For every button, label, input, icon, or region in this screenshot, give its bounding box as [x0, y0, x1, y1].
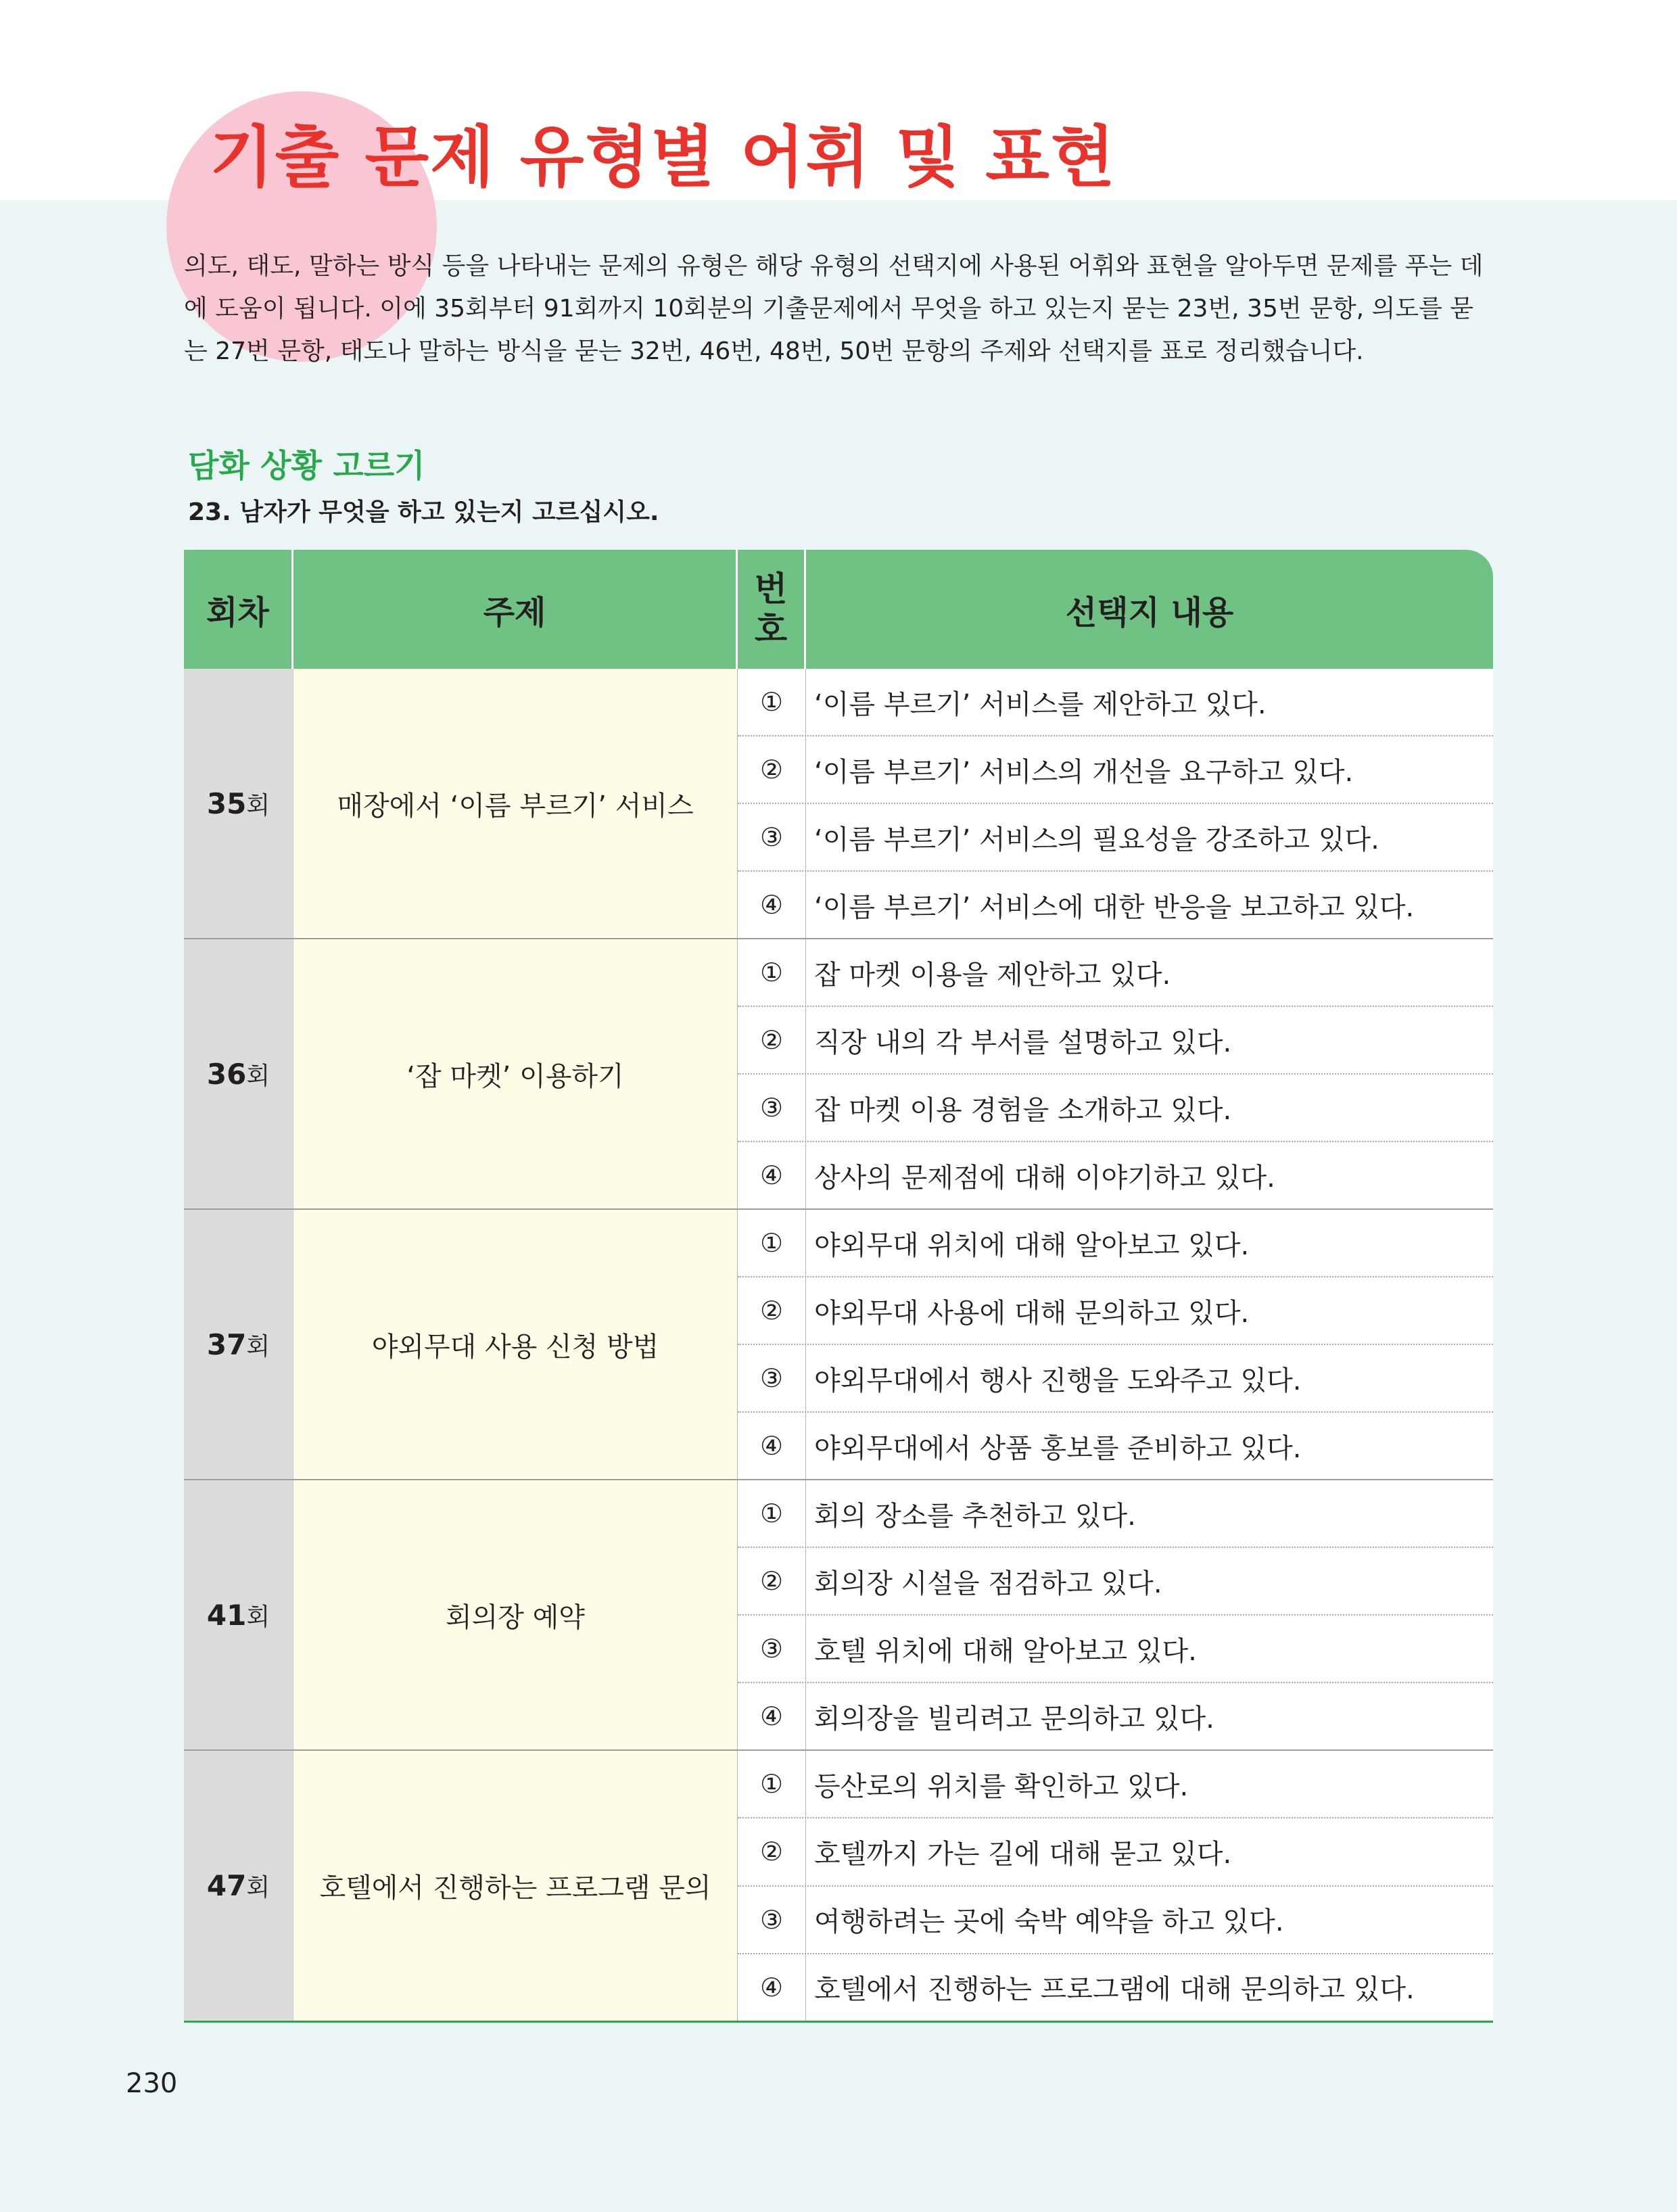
option-text: ‘이름 부르기’ 서비스를 제안하고 있다.	[814, 688, 1267, 720]
table-header-row	[184, 550, 1493, 669]
header-topic: 주제	[293, 550, 738, 669]
option-row	[738, 1548, 1493, 1616]
option-row	[738, 872, 1493, 938]
option-text: 야외무대에서 행사 진행을 도와주고 있다.	[814, 1365, 1302, 1396]
header-options: 선택지 내용	[1065, 593, 1234, 632]
option-text: 야외무대 사용에 대해 문의하고 있다.	[814, 1297, 1250, 1329]
option-text: 잡 마켓 이용을 제안하고 있다.	[814, 959, 1171, 991]
topic-cell: 회의장 예약	[293, 1480, 738, 1749]
option-number: ①	[738, 669, 806, 735]
option-row	[738, 1210, 1493, 1277]
option-text: 상사의 문제점에 대해 이야기하고 있다.	[814, 1162, 1275, 1194]
session-cell	[184, 1480, 293, 1749]
session-cell	[184, 1210, 293, 1479]
option-row	[738, 1818, 1493, 1886]
session-number: 47	[206, 1869, 247, 1902]
session-number: 35	[206, 786, 247, 820]
table-group	[184, 939, 1493, 1210]
option-text: 직장 내의 각 부서를 설명하고 있다.	[814, 1027, 1232, 1058]
session-cell	[184, 669, 293, 938]
option-text: 잡 마켓 이용 경험을 소개하고 있다.	[814, 1094, 1232, 1126]
table-body	[184, 669, 1493, 2023]
table-group	[184, 1210, 1493, 1480]
session-unit: 회	[246, 1603, 270, 1631]
option-text: 회의 장소를 추천하고 있다.	[814, 1500, 1136, 1532]
option-number: ②	[738, 736, 806, 803]
table-group	[184, 1751, 1493, 2023]
option-number: ④	[738, 1954, 806, 2021]
session-unit: 회	[246, 791, 270, 820]
intro-paragraph: 의도, 태도, 말하는 방식 등을 나타내는 문제의 유형은 해당 유형의 선택지에 사용된 어휘와 표현을 알아두면 문제를 푸는 데에 도움이 됩니다. 이에 35회부터 91회까지 10회분의 기출문제에서 무엇을 하고 있는지 묻는 23번, 35번 문항, 의도를 묻는 27번 문항, 태도나 말하는 방식을 묻는 32번, 46번, 48번, 50번 문항의 주제와 선택지를 표로 정리했습니다.	[184, 252, 1484, 365]
option-text: 호텔 위치에 대해 알아보고 있다.	[814, 1635, 1197, 1667]
topic-cell: ‘잡 마켓’ 이용하기	[293, 939, 738, 1208]
option-row	[738, 1345, 1493, 1413]
option-row	[738, 804, 1493, 872]
option-number: ④	[738, 1413, 806, 1479]
options-column	[738, 669, 1493, 938]
option-number: ③	[738, 804, 806, 870]
option-number: ③	[738, 1887, 806, 1953]
option-text: 호텔까지 가는 길에 대해 묻고 있다.	[814, 1838, 1232, 1870]
topic-cell: 호텔에서 진행하는 프로그램 문의	[293, 1751, 738, 2021]
option-row	[738, 1007, 1493, 1075]
vocabulary-table	[184, 550, 1493, 2023]
option-text: ‘이름 부르기’ 서비스의 개선을 요구하고 있다.	[814, 756, 1354, 788]
header-number	[738, 550, 806, 669]
topic-cell: 매장에서 ‘이름 부르기’ 서비스	[293, 669, 738, 938]
option-text: ‘이름 부르기’ 서비스의 필요성을 강조하고 있다.	[814, 824, 1379, 855]
option-number: ④	[738, 1142, 806, 1208]
option-row	[738, 1751, 1493, 1818]
option-row	[738, 1683, 1493, 1749]
topic-cell: 야외무대 사용 신청 방법	[293, 1210, 738, 1479]
option-number: ②	[738, 1007, 806, 1073]
option-number: ③	[738, 1345, 806, 1411]
option-text: 등산로의 위치를 확인하고 있다.	[814, 1770, 1189, 1802]
session-unit: 회	[246, 1874, 270, 1902]
option-number: ④	[738, 1683, 806, 1749]
option-number: ③	[738, 1075, 806, 1141]
option-row	[738, 1480, 1493, 1548]
section-title: 담화 상황 고르기	[188, 448, 425, 485]
option-row	[738, 1616, 1493, 1683]
table-group	[184, 669, 1493, 939]
option-text: 여행하려는 곳에 숙박 예약을 하고 있다.	[814, 1906, 1284, 1938]
options-column	[738, 1751, 1493, 2021]
option-number: ②	[738, 1277, 806, 1344]
option-row	[738, 1075, 1493, 1142]
option-row	[738, 1887, 1493, 1954]
option-row	[738, 669, 1493, 736]
option-number: ①	[738, 939, 806, 1006]
header-number-char: 번	[754, 569, 788, 609]
option-text: 야외무대에서 상품 홍보를 준비하고 있다.	[814, 1432, 1302, 1464]
option-text: 호텔에서 진행하는 프로그램에 대해 문의하고 있다.	[814, 1974, 1415, 2006]
option-number: ④	[738, 872, 806, 938]
option-number: ①	[738, 1480, 806, 1547]
option-number: ①	[738, 1751, 806, 1817]
session-number: 36	[206, 1057, 247, 1091]
options-column	[738, 939, 1493, 1208]
option-row	[738, 736, 1493, 804]
option-row	[738, 1277, 1493, 1345]
options-column	[738, 1210, 1493, 1479]
option-row	[738, 1142, 1493, 1208]
option-text: ‘이름 부르기’ 서비스에 대한 반응을 보고하고 있다.	[814, 891, 1415, 923]
session-unit: 회	[246, 1062, 270, 1090]
option-number: ②	[738, 1548, 806, 1614]
option-text: 야외무대 위치에 대해 알아보고 있다.	[814, 1229, 1250, 1261]
session-unit: 회	[246, 1332, 270, 1361]
session-number: 41	[206, 1598, 247, 1632]
option-row	[738, 1413, 1493, 1479]
option-number: ③	[738, 1616, 806, 1682]
option-number: ②	[738, 1818, 806, 1885]
option-text: 회의장 시설을 점검하고 있다.	[814, 1568, 1162, 1599]
options-column	[738, 1480, 1493, 1749]
session-number: 37	[206, 1327, 247, 1361]
header-session: 회차	[184, 550, 293, 669]
option-text: 회의장을 빌리려고 문의하고 있다.	[814, 1703, 1214, 1735]
session-cell	[184, 939, 293, 1208]
page-title: 기출 문제 유형별 어휘 및 표현	[210, 118, 1116, 196]
option-number: ①	[738, 1210, 806, 1276]
page-number: 230	[126, 2068, 178, 2099]
table-group	[184, 1480, 1493, 1751]
option-row	[738, 939, 1493, 1007]
question-text: 23. 남자가 무엇을 하고 있는지 고르십시오.	[188, 498, 659, 526]
header-number-label	[755, 569, 787, 650]
header-number-char: 호	[754, 610, 788, 649]
option-row	[738, 1954, 1493, 2021]
session-cell	[184, 1751, 293, 2021]
